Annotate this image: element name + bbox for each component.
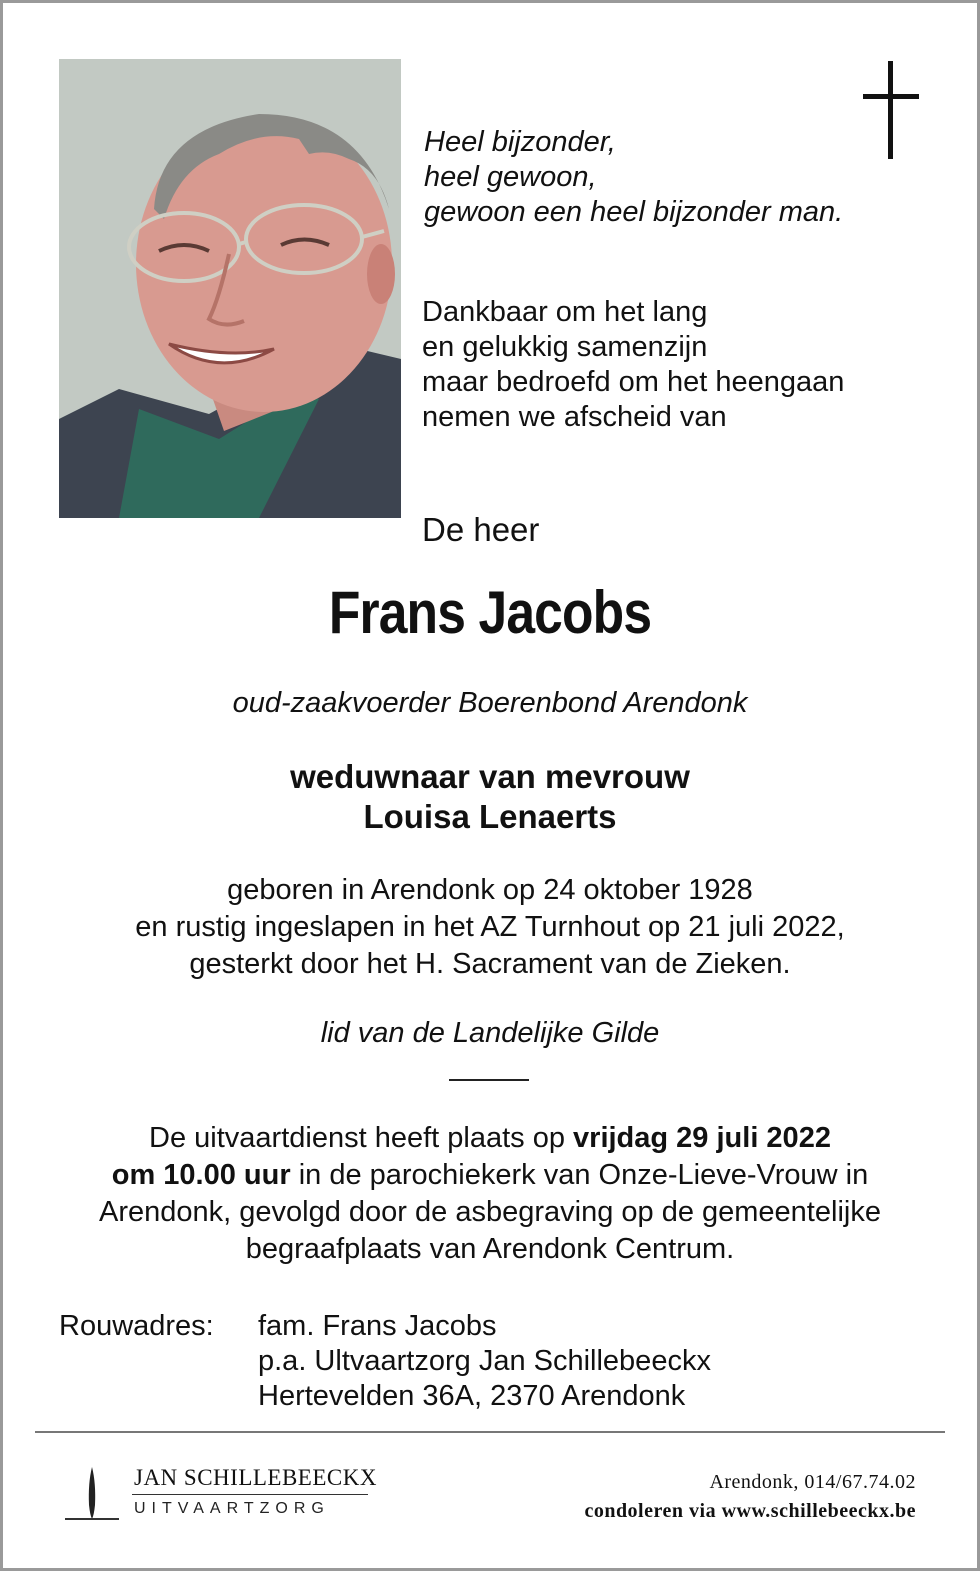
service-text: De uitvaartdienst heeft plaats op [149,1122,574,1154]
service-line: begraafplaats van Arendonk Centrum. [245,1233,735,1265]
intro-line: en gelukkig samenzijn [422,331,708,363]
contact-info [584,1468,916,1526]
address-line: Hertevelden 36A, 2370 Arendonk [258,1380,686,1412]
funeral-home-name: JAN SCHILLEBEECKX [134,1465,377,1490]
address-block [258,1309,711,1414]
membership: lid van de Landelijke Gilde [320,1017,660,1049]
service-time: om 10.00 uur [111,1159,291,1191]
deceased-name: Frans Jacobs [328,579,652,646]
life-details [3,872,977,983]
honorific: De heer [422,511,540,548]
service-date: vrijdag 29 juli 2022 [573,1122,831,1154]
divider [449,1079,529,1081]
quote-line: Heel bijzonder, [424,126,616,158]
portrait-photo [59,59,401,518]
service-details [3,1120,977,1268]
service-text: in de parochiekerk van Onze-Lieve-Vrouw in [290,1159,869,1191]
address-label: Rouwadres: [59,1310,214,1342]
quote-line: gewoon een heel bijzonder man. [424,196,844,228]
intro-line: maar bedroefd om het heengaan [422,366,845,398]
spouse-line: weduwnaar van mevrouw [290,758,690,795]
portrait-illustration [59,59,401,518]
intro-line: Dankbaar om het lang [422,296,708,328]
spouse-line: Louisa Lenaerts [363,798,617,835]
service-line: Arendonk, gevolgd door de asbegraving op de gemeentelijke [99,1196,881,1228]
address-line: fam. Frans Jacobs [258,1310,497,1342]
life-line: geboren in Arendonk op 24 oktober 1928 [227,874,753,906]
occupation: oud-zaakvoerder Boerenbond Arendonk [232,687,748,719]
life-line: gesterkt door het H. Sacrament van de Zieken. [189,948,791,980]
cypress-tree-icon [63,1465,121,1523]
intro-text [422,295,952,435]
intro-line: nemen we afscheid van [422,401,727,433]
address-line: p.a. Ultvaartzorg Jan Schillebeeckx [258,1345,711,1377]
service-line [3,1157,977,1194]
quote-line: heel gewoon, [424,161,597,193]
service-line [3,1120,977,1157]
life-line: en rustig ingeslapen in het AZ Turnhout op 21 juli 2022, [135,911,845,943]
condolence-link[interactable]: condoleren via www.schillebeeckx.be [584,1500,916,1522]
spouse-info [3,757,977,837]
funeral-home-subtitle: UITVAARTZORG [134,1500,330,1517]
logo-divider [132,1494,368,1495]
contact-phone: Arendonk, 014/67.74.02 [709,1471,916,1493]
footer-divider [35,1431,945,1433]
quote [424,125,944,230]
